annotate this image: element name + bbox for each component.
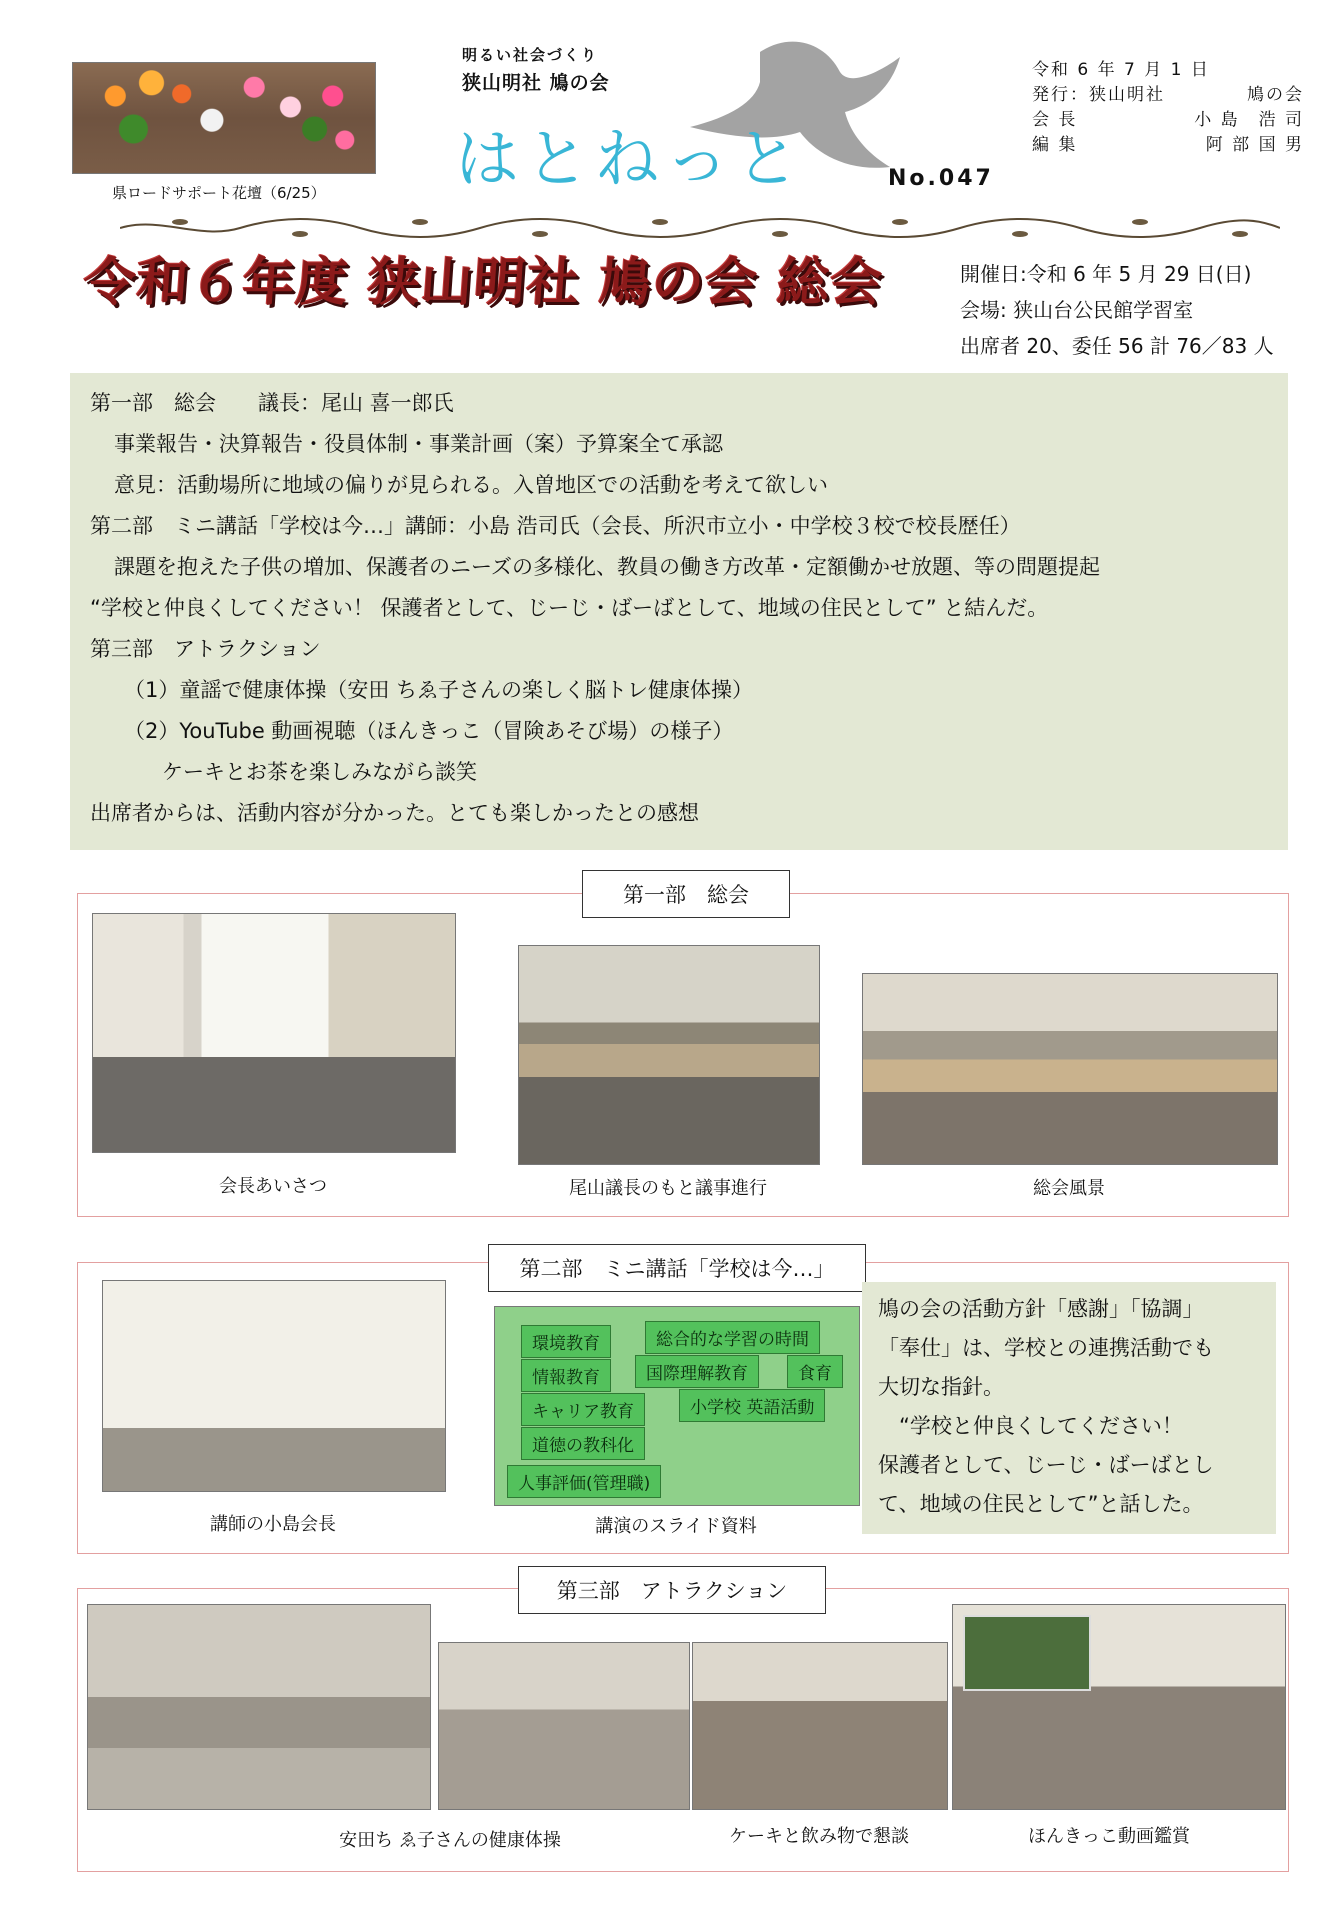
summary-line: 第一部 総会 議長：尾山 喜一郎氏 [90,391,454,415]
summary-line: “学校と仲良くしてください！ 保護者として、じーじ・ばーばとして、地域の住民として” と結んだ。 [90,596,1049,620]
pub-row [1032,108,1304,133]
newsletter-logo: はとねっと [455,123,805,197]
org-name: 狭山明社 鳩の会 [462,72,610,94]
summary-line: 第三部 アトラクション [90,637,321,661]
policy-line: 大切な指針。 [878,1375,1004,1399]
policy-line: 鳩の会の活動方針「感謝」「協調」 [878,1297,1204,1321]
summary-line: 事業報告・決算報告・役員体制・事業計画（案）予算案全て承認 [114,432,723,456]
photo-caption: 講師の小島会長 [210,1514,336,1535]
summary-line: ケーキとお茶を楽しみながら談笑 [162,760,477,784]
slide-item: 道徳の教科化 [521,1427,645,1460]
photo-caption: 総会風景 [1033,1178,1105,1199]
summary-line: 第二部 ミニ講話「学校は今…」講師：小島 浩司氏（会長、所沢市立小・中学校３校で校長歴任） [90,514,1021,538]
slide-item: 人事評価(管理職) [507,1465,661,1498]
pub-row [1032,58,1304,83]
activity-policy-box [862,1282,1276,1534]
lecture-slide-photo [494,1306,860,1506]
policy-line: 「奉仕」は、学校との連携活動でも [878,1336,1214,1360]
pub-chair-value: 小 島 浩 司 [1194,110,1304,130]
pub-row [1032,133,1304,158]
chairman-greeting-photo [92,913,456,1153]
meeting-title: 令和６年度 狭山明社 鳩の会 総会 [81,253,886,313]
section1-label: 第一部 総会 [582,870,790,918]
photo-caption: 尾山議長のもと議事進行 [569,1178,767,1199]
pub-date: 令和 6 年 7 月 1 日 [1032,60,1210,80]
photo-caption: 安田ち ゑ子さんの健康体操 [339,1830,561,1851]
general-meeting-photo [862,973,1278,1165]
slide-item: 国際理解教育 [635,1355,759,1388]
slide-item: 小学校 英語活動 [679,1389,825,1422]
policy-line: “学校と仲良くしてください！ [878,1414,1183,1438]
issue-number: No.047 [888,166,994,191]
summary-line: （2）YouTube 動画視聴（ほんきっこ（冒険あそび場）の様子） [124,719,734,743]
photo-caption: 講演のスライド資料 [595,1516,757,1537]
projected-video [963,1615,1091,1691]
summary-line: 課題を抱えた子供の増加、保護者のニーズの多様化、教員の働き方改革・定額働かせ放題、等の問題提起 [114,555,1100,579]
lecturer-photo [102,1280,446,1492]
meeting-attendance: 出席者 20、委任 56 計 76／83 人 [960,334,1274,358]
pub-publisher-value: 鳩の会 [1247,85,1304,105]
photo-caption: ほんきっこ動画鑑賞 [1028,1826,1190,1847]
exercise-circle-photo [438,1642,690,1810]
org-tagline: 明るい社会づくり [462,46,599,64]
publication-info [1032,58,1304,158]
policy-line: て、地域の住民として”と話した。 [878,1492,1204,1516]
slide-item: キャリア教育 [521,1393,645,1426]
photo-caption: ケーキと飲み物で懇談 [729,1826,909,1847]
meeting-date: 開催日:令和 6 年 5 月 29 日(日) [960,262,1252,286]
policy-line: 保護者として、じーじ・ばーばとし [878,1453,1214,1477]
pub-chair-label: 会 長 [1032,110,1078,130]
summary-line: （1）童謡で健康体操（安田 ちゑ子さんの楽しく脳トレ健康体操） [124,678,754,702]
pub-editor-value: 阿 部 国 男 [1205,135,1304,155]
slide-item: 環境教育 [521,1325,611,1358]
summary-line: 出席者からは、活動内容が分かった。とても楽しかったとの感想 [90,801,699,825]
slide-item: 食育 [787,1355,843,1388]
meeting-info [960,256,1274,364]
flower-bed-caption: 県ロードサポート花壇（6/25） [112,184,326,202]
meeting-venue: 会場: 狭山台公民館学習室 [960,298,1194,322]
summary-box [70,373,1288,850]
flower-bed-photo [72,62,376,174]
pub-publisher-label: 発行：狭山明社 [1032,85,1165,105]
summary-line: 意見：活動場所に地域の偏りが見られる。入曽地区での活動を考えて欲しい [114,473,828,497]
chairperson-proceedings-photo [518,945,820,1165]
slide-item: 情報教育 [521,1359,611,1392]
exercise-photo [87,1604,431,1810]
pub-editor-label: 編 集 [1032,135,1078,155]
video-viewing-photo [952,1604,1286,1810]
section3-label: 第三部 アトラクション [518,1566,826,1614]
section2-label: 第二部 ミニ講話「学校は今…」 [488,1244,866,1292]
slide-item: 総合的な学習の時間 [645,1321,820,1354]
photo-caption: 会長あいさつ [219,1176,327,1197]
pub-row [1032,83,1304,108]
cake-chat-photo [692,1642,948,1810]
